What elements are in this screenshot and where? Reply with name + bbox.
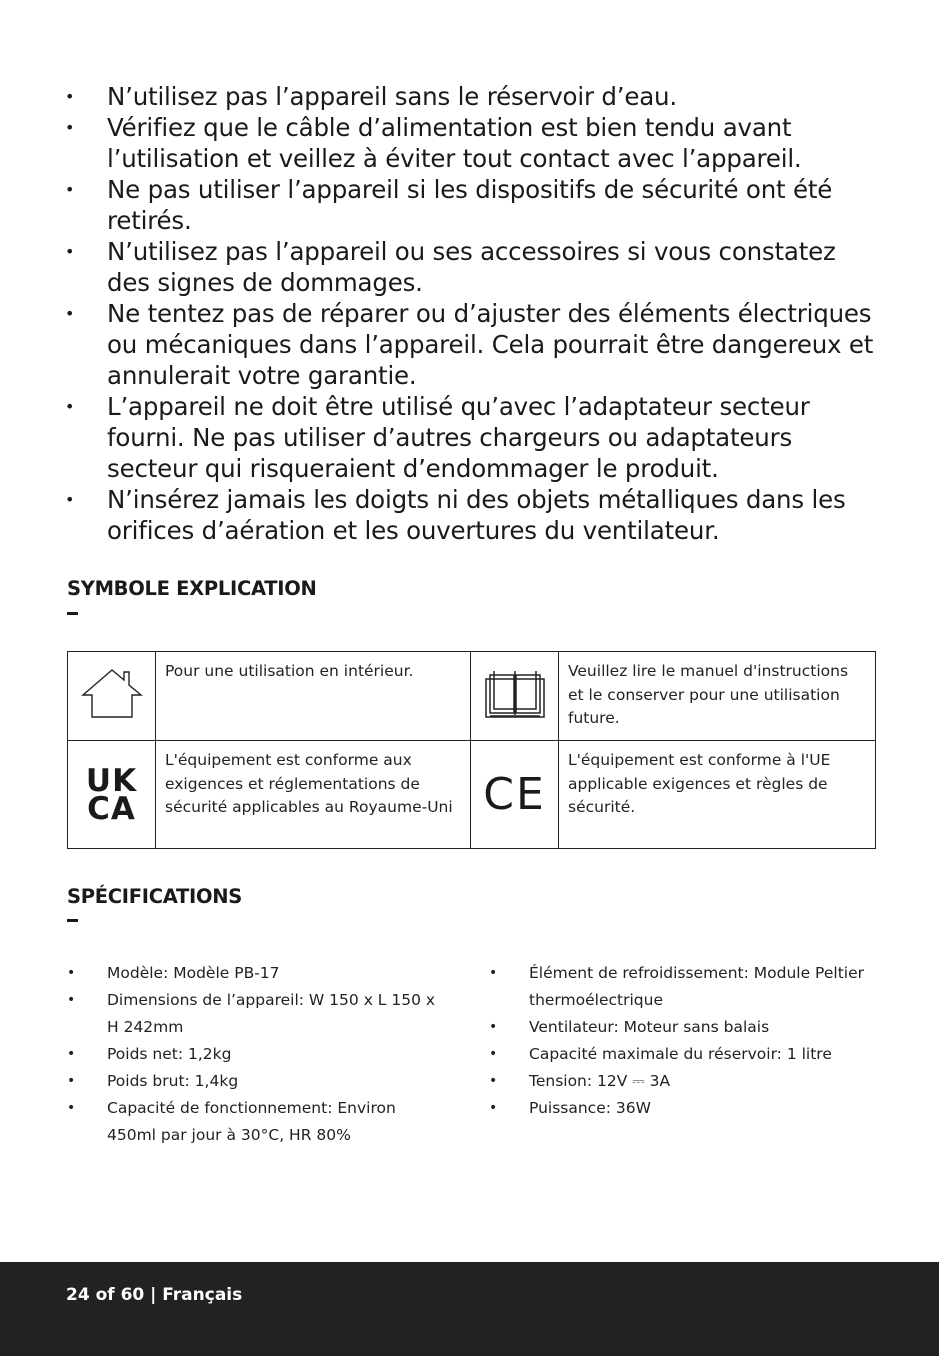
spec-text: Tension: 12V ⎓ 3A (529, 1072, 671, 1090)
spec-item (67, 987, 447, 1041)
spec-text: Capacité maximale du réservoir: 1 litre (529, 1045, 832, 1063)
spec-text: Ventilateur: Moteur sans balais (529, 1018, 770, 1036)
spec-item (67, 1068, 447, 1095)
page-footer (0, 1262, 939, 1356)
symbols-section-title: SYMBOLE EXPLICATION (67, 577, 317, 600)
house-icon (68, 652, 156, 741)
spec-item (489, 1068, 869, 1095)
bullet: • (489, 1019, 498, 1035)
spec-text: Capacité de fonctionnement: Environ 450ml par jour à 30°C, HR 80% (107, 1099, 396, 1144)
spec-item (67, 1095, 447, 1149)
symbol-description: Pour une utilisation en intérieur. (156, 652, 471, 741)
bullet: • (489, 1100, 498, 1116)
list-item-text: N’utilisez pas l’appareil ou ses accessoires si vous constatez des signes de dommages. (107, 237, 836, 297)
spec-text: Modèle: Modèle PB-17 (107, 964, 280, 982)
spec-item (67, 1041, 447, 1068)
list-item (60, 298, 880, 391)
bullet: • (65, 397, 75, 416)
ukca-line-1: UK (85, 762, 138, 799)
bullet: • (67, 965, 76, 981)
bullet: • (489, 1073, 498, 1089)
spec-text: Élément de refroidissement: Module Peltier thermoélectrique (529, 964, 864, 1009)
spec-item (489, 1095, 869, 1122)
bullet: • (489, 1046, 498, 1062)
spec-text: Puissance: 36W (529, 1099, 651, 1117)
spec-item (67, 960, 447, 987)
list-item-text: Ne tentez pas de réparer ou d’ajuster des éléments électriques ou mécaniques dans l’appareil. Cela pourrait être dangereux et annulerait votre garantie. (107, 299, 874, 390)
manual-book-icon (471, 652, 559, 741)
list-item-text: Vérifiez que le câble d’alimentation est bien tendu avant l’utilisation et veillez à éviter tout contact avec l’appareil. (107, 113, 802, 173)
list-item (60, 174, 880, 236)
bullet: • (65, 118, 75, 137)
ukca-mark-icon (68, 741, 156, 849)
specs-list-right (489, 960, 869, 1122)
spec-item (489, 1014, 869, 1041)
bullet: • (67, 992, 76, 1008)
bullet: • (489, 965, 498, 981)
ce-mark-icon (471, 741, 559, 849)
section-divider-dash (67, 612, 78, 615)
symbol-description: L'équipement est conforme à l'UE applicable exigences et règles de sécurité. (559, 741, 876, 849)
symbol-description: L'équipement est conforme aux exigences et réglementations de sécurité applicables au Royaume-Uni (156, 741, 471, 849)
bullet: • (65, 87, 75, 106)
list-item-text: Ne pas utiliser l’appareil si les dispositifs de sécurité ont été retirés. (107, 175, 833, 235)
table-row (68, 741, 876, 849)
table-row (68, 652, 876, 741)
list-item (60, 236, 880, 298)
bullet: • (65, 242, 75, 261)
spec-text: Dimensions de l’appareil: W 150 x L 150 x H 242mm (107, 991, 436, 1036)
specs-list-left (67, 960, 447, 1149)
symbol-description: Veuillez lire le manuel d'instructions et le conserver pour une utilisation future. (559, 652, 876, 741)
list-item (60, 484, 880, 546)
spec-item (489, 960, 869, 1014)
safety-instructions-list (60, 81, 880, 546)
page-number-label: 24 of 60 | Français (66, 1285, 243, 1305)
bullet: • (65, 180, 75, 199)
bullet: • (67, 1073, 76, 1089)
list-item (60, 391, 880, 484)
list-item (60, 112, 880, 174)
bullet: • (65, 490, 75, 509)
ukca-line-2: CA (87, 790, 136, 827)
spec-text: Poids net: 1,2kg (107, 1045, 232, 1063)
spec-item (489, 1041, 869, 1068)
symbols-table (67, 651, 876, 849)
bullet: • (67, 1100, 76, 1116)
list-item (60, 81, 880, 112)
specs-section-title: SPÉCIFICATIONS (67, 885, 242, 908)
bullet: • (65, 304, 75, 323)
ce-mark-text: CE (483, 769, 546, 820)
list-item-text: L’appareil ne doit être utilisé qu’avec l’adaptateur secteur fourni. Ne pas utiliser d’autres chargeurs ou adaptateurs secteur qui risqueraient d’endommager le produit. (107, 392, 810, 483)
list-item-text: N’insérez jamais les doigts ni des objets métalliques dans les orifices d’aération et les ouvertures du ventilateur. (107, 485, 846, 545)
spec-text: Poids brut: 1,4kg (107, 1072, 239, 1090)
list-item-text: N’utilisez pas l’appareil sans le réservoir d’eau. (107, 82, 677, 111)
bullet: • (67, 1046, 76, 1062)
section-divider-dash (67, 919, 78, 922)
